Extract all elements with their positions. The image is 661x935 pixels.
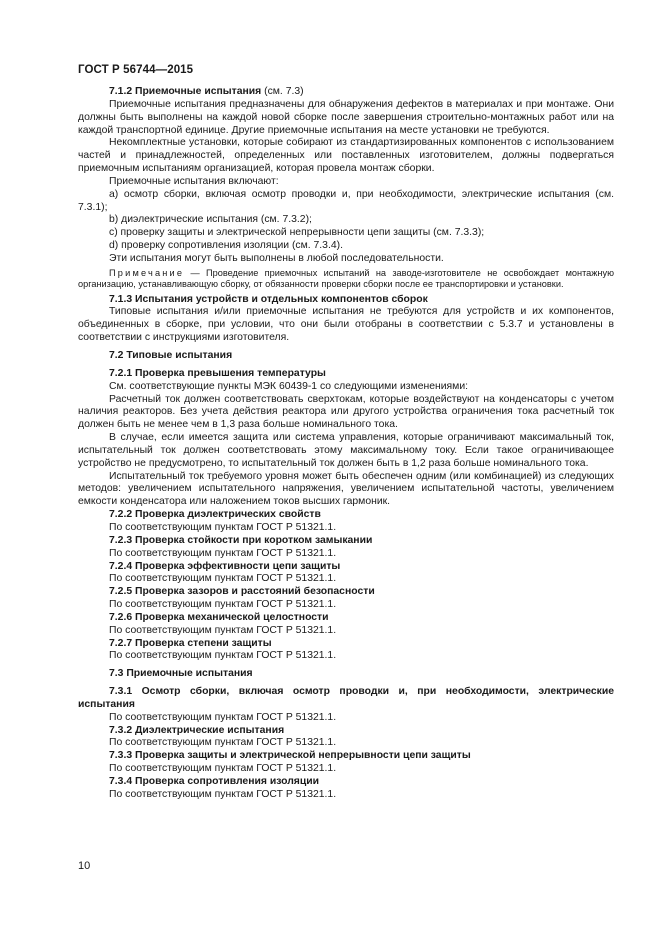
reference-text: По соответствующим пунктам ГОСТ Р 51321.1. [109, 521, 337, 533]
paragraph: Приемочные испытания включают: [109, 175, 279, 187]
paragraph: Испытательный ток требуемого уровня может быть обеспечен одним (или комбинацией) из следующих методов: увеличением испытательного напряжения, увеличением испытательной частоты, увеличением емкости конденсатора или наложением токов высших гармоник. [78, 470, 614, 508]
document-header: ГОСТ Р 56744—2015 [78, 64, 194, 76]
reference-text: По соответствующим пунктам ГОСТ Р 51321.1. [109, 763, 337, 775]
paragraph: В случае, если имеется защита или система управления, которые ограничивают максимальный ток, испытательный ток должен соответствовать этому максимальному току. Если такое ограничивающее устройство не предусмотрено, то испытательный ток должен быть в 1,2 раза больше номинального тока. [78, 432, 614, 469]
reference-text: По соответствующим пунктам ГОСТ Р 51321.1. [109, 711, 337, 723]
section-7-2-4-title: 7.2.4 Проверка эффективности цепи защиты [109, 560, 341, 572]
note-label: Примечание [109, 267, 185, 278]
paragraph: Некомплектные установки, которые собирают из стандартизированных компонентов с использованием частей и принадлежностей, определенных или поставленных изготовителем, должны подвергаться приемочным испытаниям организацией, которая провела монтаж сборки. [78, 137, 614, 175]
reference-text: По соответствующим пунктам ГОСТ Р 51321.1. [109, 737, 337, 749]
paragraph: Расчетный ток должен соответствовать сверхтокам, которые воздействуют на конденсаторы с учетом наличия реакторов. Без учета действия реактора или другого устройства ограничения тока расчетный ток должен быть не менее чем в 1,3 раза больше номинального тока. [78, 393, 614, 431]
reference-text: По соответствующим пунктам ГОСТ Р 51321.1. [109, 547, 337, 559]
paragraph: Типовые испытания и/или приемочные испытания не требуются для устройств и их компонентов, объединенных в сборке, при условии, что они были отобраны в соответствии с 5.3.7 и установлены в соответствии с инструкциями изготовителя. [78, 306, 614, 344]
section-7-3-1-title: 7.3.1 Осмотр сборки, включая осмотр проводки и, при необходимости, электрические испытания [78, 686, 614, 710]
section-7-1-3-title: 7.1.3 Испытания устройств и отдельных компонентов сборок [109, 293, 428, 305]
page-number: 10 [78, 860, 91, 872]
section-7-2-5-title: 7.2.5 Проверка зазоров и расстояний безопасности [109, 586, 375, 598]
section-7-2-title: 7.2 Типовые испытания [109, 350, 233, 361]
section-7-3-2-title: 7.3.2 Диэлектрические испытания [109, 724, 285, 736]
list-item-d: d) проверку сопротивления изоляции (см. 7.3.4). [109, 240, 343, 252]
document-body [78, 86, 614, 802]
section-7-2-2-title: 7.2.2 Проверка диэлектрических свойств [109, 509, 321, 521]
list-item-a: а) осмотр сборки, включая осмотр проводки и, при необходимости, электрические испытания (см. 7.3.1); [78, 188, 614, 213]
reference-text: По соответствующим пунктам ГОСТ Р 51321.1. [109, 573, 337, 585]
section-7-2-7-title: 7.2.7 Проверка степени защиты [109, 637, 272, 649]
section-7-3-title: 7.3 Приемочные испытания [109, 668, 253, 680]
section-7-3-3-title: 7.3.3 Проверка защиты и электрической непрерывности цепи защиты [109, 750, 471, 762]
reference-text: По соответствующим пунктам ГОСТ Р 51321.1. [109, 788, 337, 800]
section-7-2-1-title: 7.2.1 Проверка превышения температуры [109, 367, 326, 379]
note [78, 268, 614, 291]
section-7-1-2-title: 7.1.2 Приемочные испытания [109, 86, 262, 97]
section-7-2-6-title: 7.2.6 Проверка механической целостности [109, 611, 329, 623]
paragraph: См. соответствующие пункты МЭК 60439-1 со следующими изменениями: [109, 380, 469, 392]
paragraph: Эти испытания могут быть выполнены в любой последовательности. [109, 252, 444, 264]
list-item-b: b) диэлектрические испытания (см. 7.3.2); [109, 214, 312, 226]
list-item-c: с) проверку защиты и электрической непрерывности цепи защиты (см. 7.3.3); [109, 227, 485, 239]
section-7-2-3-title: 7.2.3 Проверка стойкости при коротком замыкании [109, 534, 373, 546]
paragraph: Приемочные испытания предназначены для обнаружения дефектов в материалах и при монтаже. Они должны быть выполнены на каждой новой сборке после завершения строительно-монтажных работ или на каждой транспортной единице. Другие приемочные испытания на месте установки не требуются. [78, 98, 614, 136]
section-7-1-2-heading [78, 86, 614, 99]
reference-text: По соответствующим пунктам ГОСТ Р 51321.1. [109, 599, 337, 611]
reference-text: По соответствующим пунктам ГОСТ Р 51321.1. [109, 650, 337, 662]
section-7-3-4-title: 7.3.4 Проверка сопротивления изоляции [109, 776, 320, 787]
section-7-1-2-ref: (см. 7.3) [261, 86, 304, 97]
reference-text: По соответствующим пунктам ГОСТ Р 51321.1. [109, 624, 337, 636]
note-text: — Проведение приемочных испытаний на заводе-изготовителе не освобождает монтажную организацию, устанавливающую сборку, от обязанности проверки сборки после ее транспортировки и установки. [78, 267, 614, 290]
